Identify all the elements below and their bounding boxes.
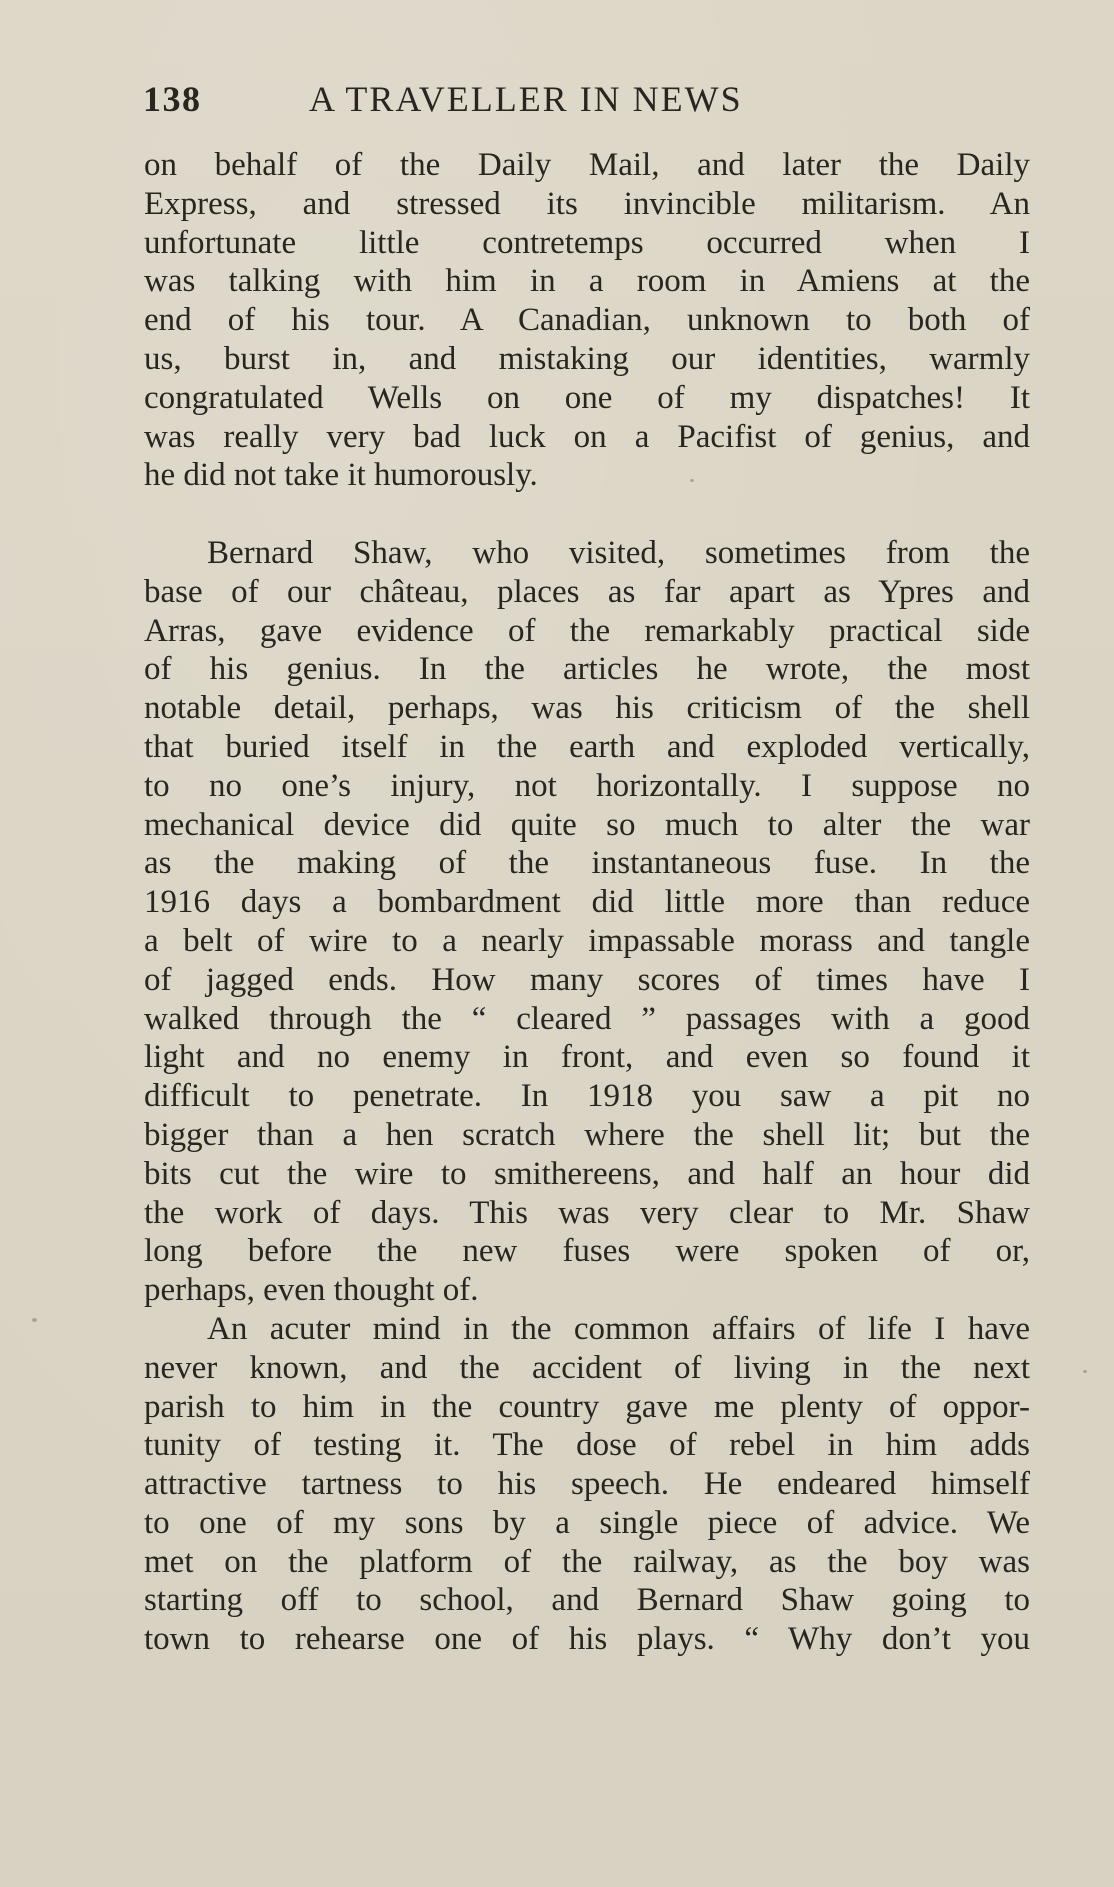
- text-line: 1916 days a bombardment did little more than reduce: [144, 884, 1030, 921]
- text-line: met on the platform of the railway, as the boy was: [144, 1543, 1030, 1580]
- text-line: long before the new fuses were spoken of or,: [144, 1233, 1030, 1270]
- text-line: was talking with him in a room in Amiens at the: [144, 263, 1030, 300]
- text-line: parish to him in the country gave me plenty of oppor-: [144, 1388, 1030, 1425]
- text-line: Arras, gave evidence of the remarkably practical side: [144, 612, 1030, 649]
- running-head: [143, 74, 1029, 124]
- text-line: he did not take it humorously.: [144, 457, 538, 494]
- text-line: notable detail, perhaps, was his criticism of the shell: [144, 690, 1030, 727]
- page-number: 138: [143, 79, 202, 119]
- text-line: bigger than a hen scratch where the shell lit; but the: [144, 1116, 1030, 1153]
- text-line: An acuter mind in the common affairs of life I have: [207, 1310, 1030, 1347]
- text-line: to one of my sons by a single piece of advice. We: [144, 1504, 1030, 1541]
- paragraph-gap: [144, 495, 1030, 534]
- text-line: perhaps, even thought of.: [144, 1272, 479, 1309]
- paper-speck: [690, 479, 694, 482]
- running-title: A TRAVELLER IN NEWS: [309, 79, 743, 119]
- paragraph-2: [144, 534, 1030, 1310]
- paragraph-1: [144, 146, 1030, 495]
- text-line: light and no enemy in front, and even so found it: [144, 1039, 1030, 1076]
- paper-speck: [32, 1318, 37, 1322]
- text-line: attractive tartness to his speech. He endeared himself: [144, 1466, 1030, 1503]
- text-line: congratulated Wells on one of my dispatches! It: [144, 379, 1030, 416]
- text-line: walked through the “ cleared ” passages with a good: [144, 1000, 1030, 1037]
- text-line: never known, and the accident of living in the next: [144, 1349, 1030, 1386]
- text-line: mechanical device did quite so much to alter the war: [144, 806, 1030, 843]
- text-line: us, burst in, and mistaking our identities, warmly: [144, 340, 1030, 377]
- text-line: starting off to school, and Bernard Shaw going to: [144, 1582, 1030, 1619]
- paragraph-3: [144, 1310, 1030, 1659]
- text-line: town to rehearse one of his plays. “ Why don’t you: [144, 1621, 1030, 1658]
- text-line: difficult to penetrate. In 1918 you saw a pit no: [144, 1078, 1030, 1115]
- text-line: Express, and stressed its invincible militarism. An: [144, 185, 1030, 222]
- text-line: unfortunate little contretemps occurred when I: [144, 224, 1030, 261]
- text-line: tunity of testing it. The dose of rebel in him adds: [144, 1427, 1030, 1464]
- text-line: of jagged ends. How many scores of times have I: [144, 961, 1030, 998]
- text-line: Bernard Shaw, who visited, sometimes from the: [207, 534, 1030, 571]
- paper-speck: [1083, 1370, 1087, 1373]
- text-line: end of his tour. A Canadian, unknown to both of: [144, 302, 1030, 339]
- text-line: bits cut the wire to smithereens, and half an hour did: [144, 1155, 1030, 1192]
- text-line: base of our château, places as far apart as Ypres and: [144, 573, 1030, 610]
- text-line: that buried itself in the earth and exploded vertically,: [144, 728, 1030, 765]
- text-line: of his genius. In the articles he wrote, the most: [144, 651, 1030, 688]
- text-line: to no one’s injury, not horizontally. I suppose no: [144, 767, 1030, 804]
- body-text: [144, 146, 1030, 1659]
- text-line: on behalf of the Daily Mail, and later the Daily: [144, 147, 1030, 183]
- text-line: a belt of wire to a nearly impassable morass and tangle: [144, 922, 1030, 959]
- text-line: as the making of the instantaneous fuse. In the: [144, 845, 1030, 882]
- text-line: the work of days. This was very clear to Mr. Shaw: [144, 1194, 1030, 1231]
- text-line: was really very bad luck on a Pacifist of genius, and: [144, 418, 1030, 455]
